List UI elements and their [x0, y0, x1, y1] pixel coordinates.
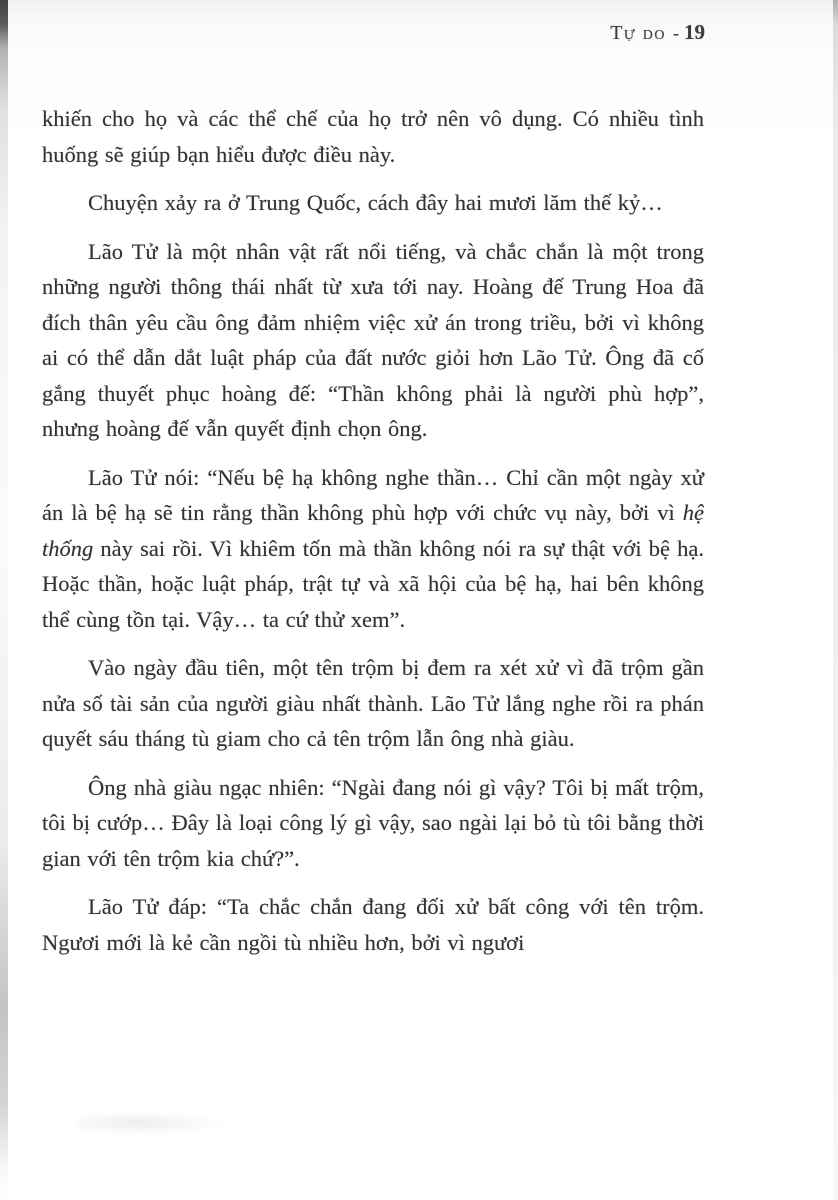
page-text [42, 101, 704, 973]
scan-edge-right [833, 0, 838, 1200]
paragraph [42, 770, 704, 877]
paragraph [42, 234, 704, 447]
paragraph-text: Lão Tử nói: “Nếu bệ hạ không nghe thần… Chỉ cần một ngày xử án là bệ hạ sẽ tin rằng thần không phù hợp với chức vụ này, bởi vì [42, 464, 704, 525]
running-header-title: Tự do [610, 22, 666, 44]
running-header-separator: - [673, 23, 679, 43]
paragraph [42, 101, 704, 172]
paragraph [42, 650, 704, 757]
paragraph-text: Chuyện xảy ra ở Trung Quốc, cách đây hai mươi lăm thế kỷ… [88, 190, 663, 215]
paragraph [42, 185, 704, 221]
paragraph [42, 889, 704, 960]
running-header [0, 20, 705, 45]
scan-edge-left [0, 0, 8, 1200]
paragraph-text: Ông nhà giàu ngạc nhiên: “Ngài đang nói gì vậy? Tôi bị mất trộm, tôi bị cướp… Đây là loại công lý gì vậy, sao ngài lại bỏ tù tôi bằng thời gian với tên trộm kia chứ?”. [42, 774, 704, 871]
paragraph-text: Vào ngày đầu tiên, một tên trộm bị đem ra xét xử vì đã trộm gần nửa số tài sản của người giàu nhất thành. Lão Tử lắng nghe rồi ra phán quyết sáu tháng tù giam cho cả tên trộm lẫn ông nhà giàu. [42, 655, 704, 751]
italic-text: hệ thống [42, 500, 704, 561]
page-number: 19 [684, 20, 705, 44]
scan-smudge [78, 1112, 228, 1134]
paragraph-text: Lão Tử là một nhân vật rất nổi tiếng, và chắc chắn là một trong những người thông thái nhất từ xưa tới nay. Hoàng đế Trung Hoa đã đích thân yêu cầu ông đảm nhiệm việc xử án trong triều, bởi vì không ai có thể dẫn dắt luật pháp của đất nước giỏi hơn Lão Tử. Ông đã cố gắng thuyết phục hoàng đế: “Thần không phải là người phù hợp”, nhưng hoàng đế vẫn quyết định chọn ông. [42, 238, 704, 441]
paragraph-text: này sai rồi. Vì khiêm tốn mà thần không nói ra sự thật với bệ hạ. Hoặc thần, hoặc luật pháp, trật tự và xã hội của bệ hạ, hai bên không thể cùng tồn tại. Vậy… ta cứ thử xem”. [42, 535, 704, 632]
paragraph-text: khiến cho họ và các thể chế của họ trở nên vô dụng. Có nhiều tình huống sẽ giúp bạn hiểu được điều này. [42, 106, 704, 167]
paragraph-text: Lão Tử đáp: “Ta chắc chắn đang đối xử bất công với tên trộm. Ngươi mới là kẻ cần ngồi tù nhiều hơn, bởi vì ngươi [42, 894, 704, 955]
paragraph [42, 460, 704, 638]
